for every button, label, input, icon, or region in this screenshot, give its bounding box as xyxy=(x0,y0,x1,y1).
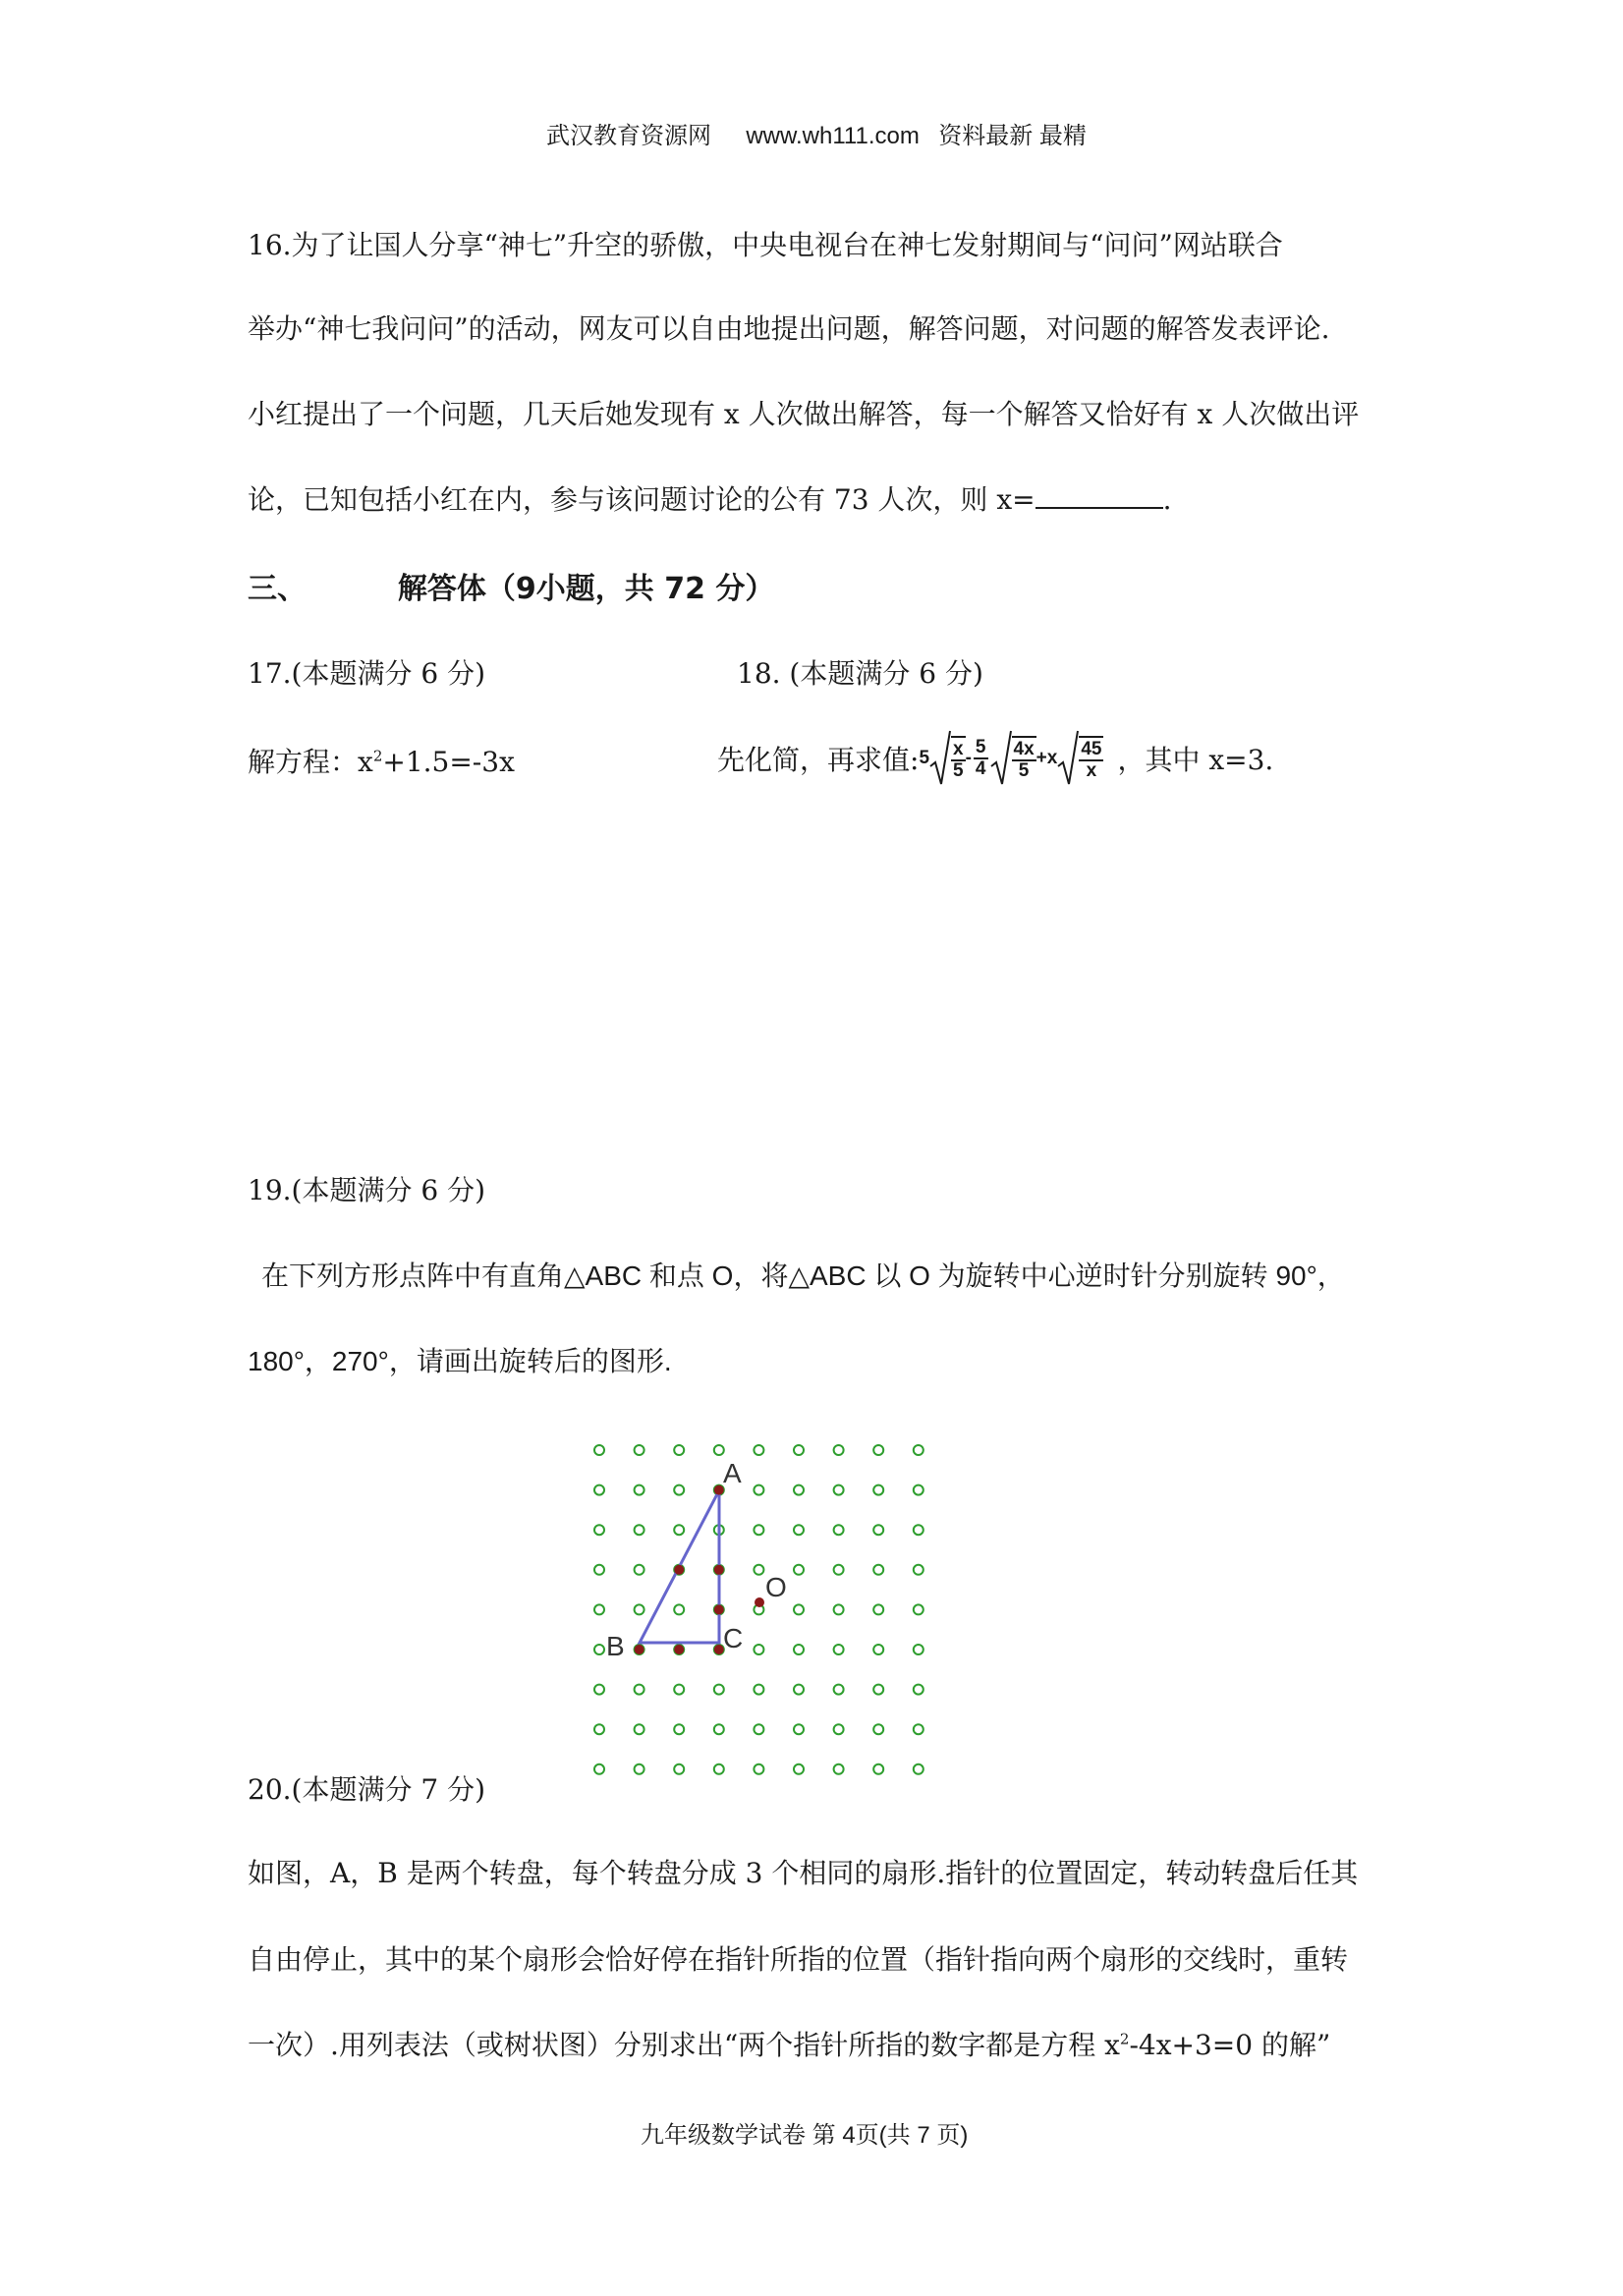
lattice-dot xyxy=(794,1685,804,1695)
q20-line-1: 如图，A，B 是两个转盘，每个转盘分成 3 个相同的扇形.指针的位置固定，转动转盘后任其 xyxy=(248,1857,1359,1889)
q16-line-1: 16.为了让国人分享“神七”升空的骄傲，中央电视台在神七发射期间与“问问”网站联合 xyxy=(248,229,1283,261)
q20-line-3-text: 一次）.用列表法（或树状图）分别求出“两个指针所指的数字都是方程 x xyxy=(248,2029,1120,2061)
lattice-dot xyxy=(635,1525,644,1535)
lattice-dot xyxy=(674,1485,684,1495)
q19-line-1: 在下列方形点阵中有直角△ABC 和点 O，将△ABC 以 O 为旋转中心逆时针分别旋转 90°， xyxy=(261,1260,1345,1291)
lattice-dot xyxy=(914,1485,923,1495)
q16-line-4-end: . xyxy=(1162,483,1172,516)
lattice-dot xyxy=(594,1445,604,1455)
answer-blank xyxy=(1035,485,1163,509)
radical-sign-icon xyxy=(1057,729,1079,788)
triangle-lattice-point xyxy=(674,1565,684,1575)
lattice-dot xyxy=(714,1445,724,1455)
triangle-lattice-point xyxy=(714,1604,724,1614)
lattice-dot xyxy=(914,1445,923,1455)
lattice-dot xyxy=(873,1485,883,1495)
lattice-dot xyxy=(674,1604,684,1614)
lattice-dot xyxy=(674,1764,684,1774)
q20-exponent: 2 xyxy=(1119,2030,1130,2048)
label-b: B xyxy=(606,1631,625,1661)
lattice-dot xyxy=(794,1764,804,1774)
lattice-dot xyxy=(754,1485,763,1495)
lattice-dot xyxy=(834,1565,844,1575)
lattice-dot xyxy=(873,1565,883,1575)
lattice-dot xyxy=(754,1525,763,1535)
section-number: 三、 xyxy=(248,572,307,606)
lattice-dot xyxy=(754,1764,763,1774)
lattice-dots xyxy=(594,1445,923,1774)
lattice-dot xyxy=(834,1445,844,1455)
q17-heading: 17.(本题满分 6 分) xyxy=(248,657,485,690)
radical-sign-icon xyxy=(929,729,951,788)
triangle-lattice-point xyxy=(635,1645,644,1654)
lattice-dot xyxy=(635,1445,644,1455)
lattice-dot xyxy=(674,1685,684,1695)
q18-coef-1: 5 xyxy=(919,748,930,768)
triangle-lattice-point xyxy=(674,1645,684,1654)
q17-x: x xyxy=(358,746,373,778)
lattice-dot xyxy=(914,1525,923,1535)
lattice-dot xyxy=(834,1764,844,1774)
lattice-dot xyxy=(834,1645,844,1654)
q18-heading: 18. (本题满分 6 分) xyxy=(737,657,983,690)
lattice-dot xyxy=(635,1685,644,1695)
lattice-dot xyxy=(834,1525,844,1535)
q18-prefix: 先化简，再求值: xyxy=(717,744,920,776)
lattice-dot xyxy=(834,1604,844,1614)
q17-exponent: 2 xyxy=(372,747,383,765)
q20-heading: 20.(本题满分 7 分) xyxy=(248,1773,485,1806)
lattice-dot xyxy=(914,1685,923,1695)
q20-line-2: 自由停止，其中的某个扇形会恰好停在指针所指的位置（指针指向两个扇形的交线时，重转 xyxy=(248,1943,1349,1976)
page-footer: 九年级数学试卷 第 4页(共 7 页) xyxy=(641,2122,969,2149)
lattice-dot xyxy=(834,1724,844,1734)
lattice-dot xyxy=(873,1604,883,1614)
lattice-dot xyxy=(873,1645,883,1654)
lattice-dot xyxy=(834,1485,844,1495)
q16-line-3: 小红提出了一个问题，几天后她发现有 x 人次做出解答，每一个解答又恰好有 x 人次做出评 xyxy=(248,398,1360,430)
q18-frac-3-num: 4x xyxy=(1013,739,1035,759)
lattice-dot xyxy=(674,1724,684,1734)
q18-op-2: +x xyxy=(1035,748,1058,768)
lattice-dot xyxy=(635,1764,644,1774)
section-title: 解答体（9小题，共 72 分） xyxy=(397,572,775,606)
lattice-dot xyxy=(754,1565,763,1575)
point-o xyxy=(755,1597,764,1607)
lattice-dot xyxy=(714,1724,724,1734)
q16-line-4 xyxy=(248,478,1172,518)
lattice-dot xyxy=(914,1645,923,1654)
lattice-dot xyxy=(594,1724,604,1734)
lattice-dot xyxy=(635,1565,644,1575)
lattice-dot xyxy=(834,1685,844,1695)
q18-frac-1-den: 5 xyxy=(953,760,964,781)
q18-radical-2 xyxy=(990,729,1036,788)
q20-line-3-end: -4x+3=0 的解” xyxy=(1129,2029,1331,2061)
lattice-dot xyxy=(873,1764,883,1774)
lattice-dot xyxy=(594,1485,604,1495)
lattice-dot xyxy=(635,1724,644,1734)
label-c: C xyxy=(723,1623,744,1653)
lattice-dot xyxy=(914,1604,923,1614)
q19-line-2: 180°，270°，请画出旋转后的图形. xyxy=(248,1346,672,1376)
lattice-dot xyxy=(873,1685,883,1695)
lattice-dot xyxy=(914,1764,923,1774)
lattice-dot xyxy=(914,1565,923,1575)
q18-frac-3-den: 5 xyxy=(1018,760,1030,781)
q20-line-3 xyxy=(248,2024,1330,2063)
header-site: 武汉教育资源网 xyxy=(546,123,711,149)
triangle-lattice-point xyxy=(714,1565,724,1575)
lattice-dot xyxy=(594,1645,604,1654)
lattice-dot xyxy=(635,1485,644,1495)
q18-frac-4-num: 45 xyxy=(1081,739,1102,759)
q18-suffix: ，其中 x=3. xyxy=(1117,744,1274,776)
lattice-dot xyxy=(714,1685,724,1695)
lattice-dot xyxy=(914,1724,923,1734)
q18-frac-2-num: 5 xyxy=(975,737,986,757)
lattice-dot xyxy=(594,1685,604,1695)
lattice-dot xyxy=(714,1764,724,1774)
lattice-dot xyxy=(754,1645,763,1654)
q19-heading: 19.(本题满分 6 分) xyxy=(248,1174,485,1206)
lattice-dot xyxy=(754,1445,763,1455)
q17-rest: +1.5=-3x xyxy=(382,746,515,778)
lattice-dot xyxy=(594,1604,604,1614)
page-header xyxy=(546,116,1087,150)
lattice-dot xyxy=(594,1764,604,1774)
lattice-dot xyxy=(754,1724,763,1734)
dot-lattice-figure xyxy=(580,1429,933,1783)
q16-line-2: 举办“神七我问问”的活动，网友可以自由地提出问题，解答问题，对问题的解答发表评论. xyxy=(248,312,1330,345)
lattice-dot xyxy=(754,1685,763,1695)
q18-frac-2-den: 4 xyxy=(975,758,986,779)
q18-radical-1 xyxy=(929,729,966,788)
q18-frac-1-num: x xyxy=(953,739,964,759)
lattice-dot xyxy=(794,1604,804,1614)
section-heading xyxy=(248,564,774,607)
lattice-dot xyxy=(674,1525,684,1535)
lattice-dot xyxy=(873,1525,883,1535)
radical-sign-icon xyxy=(990,729,1012,788)
q16-line-4-text: 论，已知包括小红在内，参与该问题讨论的公有 73 人次，则 x= xyxy=(248,483,1035,516)
lattice-dot xyxy=(794,1724,804,1734)
q18-radical-3 xyxy=(1057,729,1103,788)
lattice-dot xyxy=(794,1485,804,1495)
lattice-dot xyxy=(794,1565,804,1575)
header-tagline: 资料最新 最精 xyxy=(938,123,1087,149)
q18-op-1: - xyxy=(965,748,972,768)
q18-frac-4-den: x xyxy=(1086,760,1097,781)
q17-prefix: 解方程： xyxy=(248,746,359,778)
header-url[interactable]: www.wh111.com xyxy=(746,123,920,149)
q18-expression xyxy=(717,724,1273,793)
lattice-dot xyxy=(594,1525,604,1535)
lattice-dot xyxy=(794,1645,804,1654)
lattice-dot xyxy=(635,1604,644,1614)
lattice-dot xyxy=(794,1445,804,1455)
lattice-dot xyxy=(794,1525,804,1535)
label-a: A xyxy=(723,1458,742,1488)
lattice-dot xyxy=(873,1724,883,1734)
lattice-dot xyxy=(873,1445,883,1455)
lattice-dot xyxy=(594,1565,604,1575)
lattice-dot xyxy=(674,1445,684,1455)
q17-equation xyxy=(248,741,515,780)
label-o: O xyxy=(765,1572,787,1602)
